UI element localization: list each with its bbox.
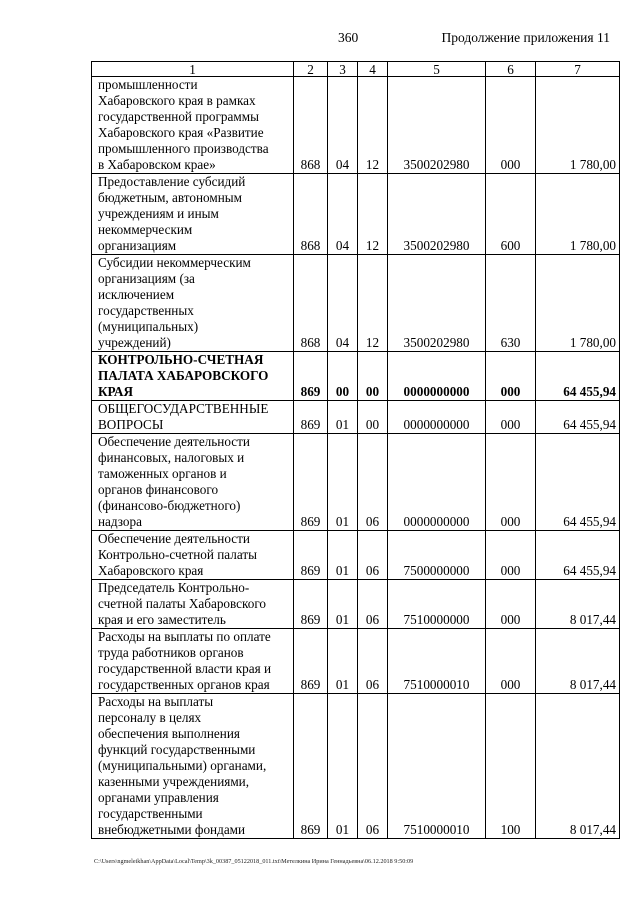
- amount: 1 780,00: [536, 255, 620, 352]
- appendix-caption: Продолжение приложения 11: [441, 30, 610, 45]
- file-path-footer: C:\Users\ngmeleikhan\AppData\Local\Temp\3k_00387_05122018_011.txt\Метелкина Ирина Геннадьевна\06.12.2018 9:50:09: [94, 858, 414, 865]
- description-line: Хабаровского края: [98, 563, 204, 578]
- description-line: обеспечения выполнения: [98, 726, 240, 741]
- row-description: [92, 629, 294, 694]
- target-article-code: 7510000000: [388, 580, 486, 629]
- row-description: [92, 352, 294, 401]
- description-line: (муниципальных): [98, 319, 199, 334]
- amount: 8 017,44: [536, 694, 620, 839]
- ministry-code: 869: [294, 434, 328, 531]
- expense-type-code: 000: [486, 352, 536, 401]
- table-row: [92, 352, 620, 401]
- page-number: 360: [338, 30, 359, 45]
- expense-type-code: 000: [486, 434, 536, 531]
- target-article-code: 7500000000: [388, 531, 486, 580]
- ministry-code: 868: [294, 174, 328, 255]
- row-description: [92, 531, 294, 580]
- subsection-code: 06: [358, 629, 388, 694]
- description-line: организациям: [98, 238, 177, 253]
- ministry-code: 869: [294, 352, 328, 401]
- target-article-code: 3500202980: [388, 174, 486, 255]
- table-row: [92, 580, 620, 629]
- amount: 1 780,00: [536, 174, 620, 255]
- amount: 64 455,94: [536, 401, 620, 434]
- description-line: учреждений): [98, 335, 171, 350]
- column-number-row: [92, 62, 620, 77]
- amount: 8 017,44: [536, 629, 620, 694]
- description-line: Расходы на выплаты по оплате: [98, 629, 271, 644]
- row-description: [92, 694, 294, 839]
- description-line: исключением: [98, 287, 175, 302]
- row-description: [92, 77, 294, 174]
- section-code: 01: [328, 694, 358, 839]
- subsection-code: 06: [358, 580, 388, 629]
- ministry-code: 869: [294, 580, 328, 629]
- ministry-code: 868: [294, 255, 328, 352]
- table-row: [92, 629, 620, 694]
- row-description: [92, 401, 294, 434]
- expense-type-code: 630: [486, 255, 536, 352]
- row-description: [92, 255, 294, 352]
- amount: 64 455,94: [536, 531, 620, 580]
- description-line: Контрольно-счетной палаты: [98, 547, 257, 562]
- description-line: труда работников органов: [98, 645, 244, 660]
- subsection-code: 12: [358, 77, 388, 174]
- table-row: [92, 174, 620, 255]
- target-article-code: 7510000010: [388, 629, 486, 694]
- description-line: в Хабаровском крае»: [98, 157, 216, 172]
- expense-type-code: 600: [486, 174, 536, 255]
- description-line: Хабаровского края в рамках: [98, 93, 256, 108]
- description-line: государственными: [98, 806, 203, 821]
- target-article-code: 0000000000: [388, 352, 486, 401]
- description-line: (финансово-бюджетного): [98, 498, 241, 513]
- description-line: ОБЩЕГОСУДАРСТВЕННЫЕ: [98, 401, 269, 416]
- description-line: казенными учреждениями,: [98, 774, 250, 789]
- amount: 8 017,44: [536, 580, 620, 629]
- description-line: внебюджетными фондами: [98, 822, 246, 837]
- description-line: промышленности: [98, 77, 198, 92]
- description-line: Субсидии некоммерческим: [98, 255, 251, 270]
- description-line: таможенных органов и: [98, 466, 227, 481]
- description-line: государственных органов края: [98, 677, 270, 692]
- subsection-code: 12: [358, 255, 388, 352]
- column-header: 2: [294, 62, 328, 77]
- table-row: [92, 77, 620, 174]
- expense-type-code: 100: [486, 694, 536, 839]
- section-code: 01: [328, 401, 358, 434]
- description-line: организациям (за: [98, 271, 195, 286]
- subsection-code: 06: [358, 694, 388, 839]
- section-code: 01: [328, 580, 358, 629]
- description-line: функций государственными: [98, 742, 256, 757]
- row-description: [92, 174, 294, 255]
- table-row: [92, 255, 620, 352]
- table-row: [92, 401, 620, 434]
- description-line: государственных: [98, 303, 194, 318]
- expense-type-code: 000: [486, 401, 536, 434]
- amount: 64 455,94: [536, 434, 620, 531]
- section-code: 01: [328, 629, 358, 694]
- description-line: Хабаровского края «Развитие: [98, 125, 264, 140]
- description-line: Расходы на выплаты: [98, 694, 214, 709]
- description-line: края и его заместитель: [98, 612, 226, 627]
- description-line: промышленного производства: [98, 141, 269, 156]
- column-header: 4: [358, 62, 388, 77]
- target-article-code: 0000000000: [388, 401, 486, 434]
- row-description: [92, 434, 294, 531]
- subsection-code: 06: [358, 531, 388, 580]
- description-line: органами управления: [98, 790, 219, 805]
- description-line: КРАЯ: [98, 384, 133, 399]
- description-line: учреждениям и иным: [98, 206, 219, 221]
- description-line: некоммерческим: [98, 222, 193, 237]
- amount: 1 780,00: [536, 77, 620, 174]
- ministry-code: 869: [294, 401, 328, 434]
- description-line: ВОПРОСЫ: [98, 417, 164, 432]
- description-line: Обеспечение деятельности: [98, 434, 250, 449]
- description-line: Председатель Контрольно-: [98, 580, 250, 595]
- ministry-code: 869: [294, 629, 328, 694]
- table-row: [92, 694, 620, 839]
- expense-type-code: 000: [486, 629, 536, 694]
- subsection-code: 06: [358, 434, 388, 531]
- description-line: государственной программы: [98, 109, 259, 124]
- column-header: 5: [388, 62, 486, 77]
- description-line: надзора: [98, 514, 142, 529]
- description-line: КОНТРОЛЬНО-СЧЕТНАЯ: [98, 352, 264, 367]
- description-line: Предоставление субсидий: [98, 174, 246, 189]
- column-header: 6: [486, 62, 536, 77]
- description-line: бюджетным, автономным: [98, 190, 242, 205]
- column-header: 3: [328, 62, 358, 77]
- target-article-code: 0000000000: [388, 434, 486, 531]
- ministry-code: 869: [294, 694, 328, 839]
- expense-type-code: 000: [486, 77, 536, 174]
- target-article-code: 3500202980: [388, 77, 486, 174]
- section-code: 00: [328, 352, 358, 401]
- row-description: [92, 580, 294, 629]
- description-line: государственной власти края и: [98, 661, 272, 676]
- subsection-code: 00: [358, 401, 388, 434]
- table-row: [92, 531, 620, 580]
- description-line: (муниципальными) органами,: [98, 758, 267, 773]
- section-code: 01: [328, 531, 358, 580]
- description-line: органов финансового: [98, 482, 219, 497]
- subsection-code: 00: [358, 352, 388, 401]
- subsection-code: 12: [358, 174, 388, 255]
- table-row: [92, 434, 620, 531]
- expense-type-code: 000: [486, 580, 536, 629]
- section-code: 04: [328, 174, 358, 255]
- amount: 64 455,94: [536, 352, 620, 401]
- description-line: финансовых, налоговых и: [98, 450, 245, 465]
- section-code: 01: [328, 434, 358, 531]
- section-code: 04: [328, 255, 358, 352]
- ministry-code: 868: [294, 77, 328, 174]
- description-line: Обеспечение деятельности: [98, 531, 250, 546]
- column-header: 7: [536, 62, 620, 77]
- target-article-code: 3500202980: [388, 255, 486, 352]
- description-line: счетной палаты Хабаровского: [98, 596, 267, 611]
- ministry-code: 869: [294, 531, 328, 580]
- section-code: 04: [328, 77, 358, 174]
- description-line: персоналу в целях: [98, 710, 202, 725]
- column-header: 1: [92, 62, 294, 77]
- expense-type-code: 000: [486, 531, 536, 580]
- description-line: ПАЛАТА ХАБАРОВСКОГО: [98, 368, 269, 383]
- budget-table: [91, 61, 620, 839]
- target-article-code: 7510000010: [388, 694, 486, 839]
